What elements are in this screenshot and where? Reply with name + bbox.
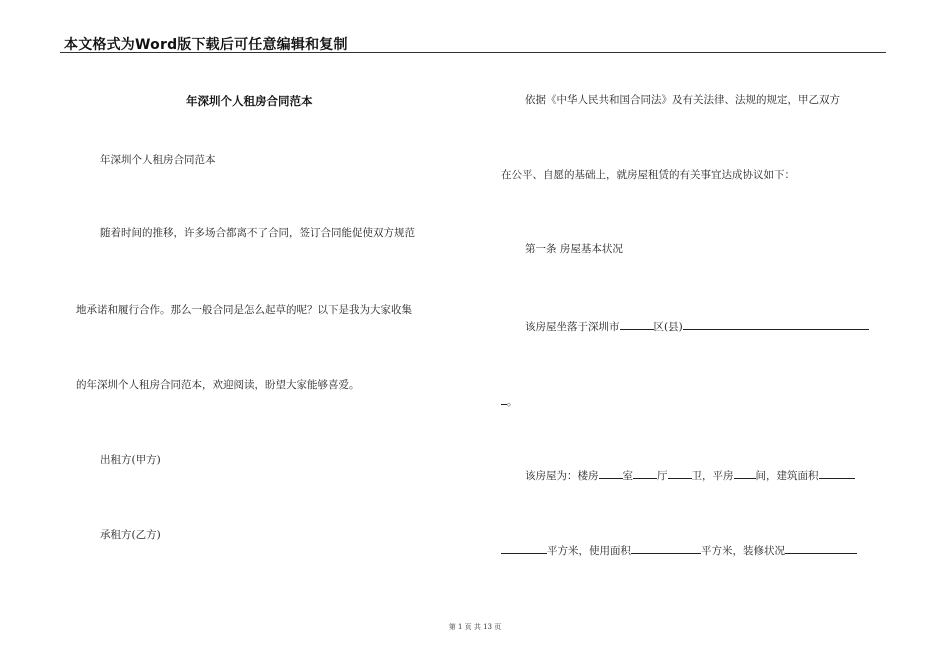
paragraph-intro-line-1: 随着时间的推移，许多场合都离不了合同，签订合同能促使双方规范 [100,227,415,239]
bungalow-count-blank [734,467,756,479]
location-city-label: 该房屋坐落于深圳市 [525,321,620,333]
house-type-label: 该房屋为：楼房 [525,470,599,482]
lessor-label: 出租方(甲方) [100,454,161,466]
usable-area-label: 平方米，使用面积 [547,545,631,557]
banner-divider [60,52,886,53]
paragraph-doc-name: 年深圳个人租房合同范本 [100,154,216,166]
location-end: 。 [507,396,518,408]
location-district-label: 区(县) [653,321,683,333]
preamble-line-1: 依据《中华人民共和国合同法》及有关法律、法规的规定，甲乙双方 [525,94,840,106]
hall-count-blank [633,467,657,479]
address-blank [683,318,869,330]
area-line [501,542,857,558]
document-banner: 本文格式为Word版下载后可任意编辑和复制 [64,37,348,53]
building-area-blank-a [819,467,855,479]
document-title: 年深圳个人租房合同范本 [186,94,313,108]
paragraph-intro-line-3: 的年深圳个人租房合同范本，欢迎阅读，盼望大家能够喜爱。 [76,379,360,391]
bath-label: 卫，平房 [691,470,734,482]
article-1-heading: 第一条 房屋基本状况 [525,243,623,255]
decoration-blank [785,542,857,554]
paragraph-intro-line-2: 地承诺和履行合作。那么一般合同是怎么起草的呢？以下是我为大家收集 [76,304,412,316]
page-indicator: 第 1 页 共 13 页 [448,623,502,631]
usable-area-blank [631,542,701,554]
decoration-label: 平方米，装修状况 [701,545,785,557]
hall-label: 厅 [657,470,668,482]
lessee-label: 承租方(乙方) [100,529,161,541]
location-line [525,318,869,334]
room-count-blank [599,467,623,479]
room-label: 室 [622,470,633,482]
location-continuation [501,393,518,409]
preamble-line-2: 在公平、自愿的基础上，就房屋租赁的有关事宜达成协议如下： [501,169,795,181]
building-area-label: 间，建筑面积 [755,470,819,482]
bath-count-blank [668,467,692,479]
building-area-blank-b [501,542,547,554]
district-blank [620,318,654,330]
house-type-line [525,467,855,483]
